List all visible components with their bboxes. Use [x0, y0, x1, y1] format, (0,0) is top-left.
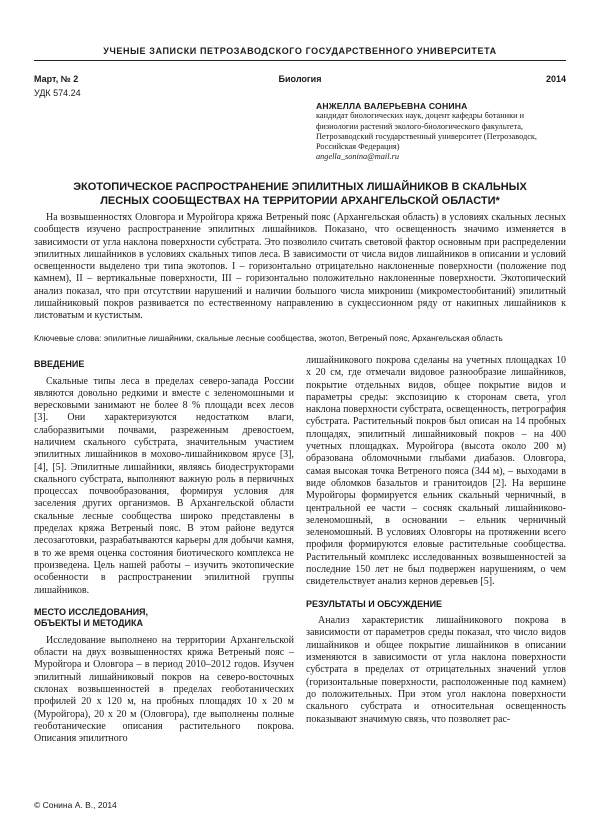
methods-heading-line-2: ОБЪЕКТЫ И МЕТОДИКА: [34, 618, 143, 629]
copyright-notice: © Сонина А. В., 2014: [34, 800, 117, 810]
article-title: ЭКОТОПИЧЕСКОЕ РАСПРОСТРАНЕНИЕ ЭПИЛИТНЫХ ЛИШАЙНИКОВ В СКАЛЬНЫХ ЛЕСНЫХ СООБЩЕСТВАХ НА ТЕРРИТОРИИ АРХАНГЕЛЬСКОЙ ОБЛАСТИ*: [73, 181, 527, 207]
journal-title: УЧЕНЫЕ ЗАПИСКИ ПЕТРОЗАВОДСКОГО ГОСУДАРСТВЕННОГО УНИВЕРСИТЕТА: [103, 46, 497, 56]
intro-heading: ВВЕДЕНИЕ: [34, 359, 85, 369]
author-email[interactable]: angella_sonina@mail.ru: [316, 152, 399, 162]
author-affiliation: кандидат биологических наук, доцент кафедры ботаники и физиологии растений эколого-биологического факультета, Петрозаводский государственный университет (Петрозаводск, Российская Федерация): [316, 111, 538, 152]
header-divider: [34, 60, 566, 61]
methods-heading: [34, 607, 294, 630]
right-column: [306, 355, 566, 726]
intro-paragraph: Скальные типы леса в пределах северо-запада России являются довольно редкими и вместе с зеленомошными и вересковыми занимают не более 8 % площади всех лесов [3]. Они характеризуются недостатком влаги, слаборазвитыми почвами, разреженным древостоем, наличием скального субстрата, значительным участием эпилитных лишайников в мохово-лишайниковом ярусе [3], [4], [5]. Эпилитные лишайники, являясь биодеструкторами скального субстрата, выполняют важную роль в первичных процессах почвообразования, формируя условия для заселения других организмов. В Архангельской области скальные лесные сообщества широко представлены в пределах кряжа Ветреный пояс. В этом районе ведутся лесозаготовки, разрабатываются карьеры для добычи камня, в то же время оценка состояния биотического комплекса не произведена. Цель нашей работы – изучить экотопические особенности в распространении эпилитной группы лишайников.: [34, 375, 294, 596]
issue-meta-row: [34, 74, 566, 86]
methods-heading-line-1: МЕСТО ИССЛЕДОВАНИЯ,: [34, 606, 149, 617]
udc-code: УДК 574.24: [34, 88, 81, 98]
left-column: [34, 355, 294, 746]
results-paragraph: Анализ характеристик лишайникового покрова в зависимости от параметров среды показал, что число видов лишайников и общее покрытие лишайников в описании изменяются в зависимости от угла наклона поверхности субстрата в пределах от отрицательных значений углов (горизонтальные поверхности, расположенные под камнем) до положительных. При этом угол наклона поверхности скального субстрата и относительная освещенность показывают значимую связь, что позволяет рас-: [306, 615, 566, 725]
issue-number: Март, № 2: [34, 74, 79, 84]
keywords: Ключевые слова: эпилитные лишайники, скальные лесные сообщества, экотоп, Ветреный пояс, Архангельская область: [34, 333, 503, 343]
abstract: На возвышенностях Оловгора и Муройгора кряжа Ветреный пояс (Архангельская область) в условиях скальных лесных сообществ изучено распространение эпилитных лишайников. Показано, что освещенность значимо изменяется в зависимости от угла наклона поверхности субстрата. Это позволило считать световой фактор основным при распределении эпилитных лишайников в условиях скальных типов леса. В зависимости от числа видов лишайников в описании и условий освещенности выделено три типа экотопов. I – горизонтально отрицательно наклоненные поверхности (положение под камнем), II – вертикальные поверхности, III – горизонтально положительно наклоненные поверхности. Экотопический анализ показал, что при отсутствии нарушений и наличии большого числа микрониш (микроместообитаний) эпилитный лишайниковый покров развивается по естественному направлению в сукцессионном ряду от накипных лишайников к листоватым и кустистым.: [34, 212, 566, 322]
issue-year: 2014: [545, 74, 566, 84]
methods-paragraph: Исследование выполнено на территории Архангельской области на двух возвышенностях кряжа Ветреный пояс – Муройгора и Оловгора – в период 2010–2012 годов. Изучен эпилитный лишайниковый покров на северо-восточных склонах возвышенностей в пределах геоботанических профилей 20 х 120 м, на пробных площадях 10 х 20 м (Муройгора), 20 х 20 м (Оловгора), где выполнены полные геоботанические описания растительного покрова. Описания эпилитного: [34, 634, 294, 745]
section-name: Биология: [278, 74, 322, 84]
results-heading: РЕЗУЛЬТАТЫ И ОБСУЖДЕНИЕ: [306, 598, 443, 609]
author-name: АНЖЕЛЛА ВАЛЕРЬЕВНА СОНИНА: [316, 101, 468, 111]
author-block: [316, 101, 566, 163]
article-page: [34, 0, 566, 820]
methods-paragraph-continued: лишайникового покрова сделаны на учетных площадках 10 х 20 см, где отмечали видовое разнообразие лишайников, покрытие отдельных видов, общее покрытие видов и параметры среды: экспозицию к сторонам света, угол наклона поверхности субстрата, освещенность, петрография субстрата. Растительный покров был описан на 14 пробных площадях, эпилитный лишайниковый покров – на 400 учетных площадках. Муройгора (высота около 200 м) образована обломочными глыбами диабазов. Оловгора, самая высокая точка Ветреного пояса (344 м), – выходами в виде обломков базальтов и гранитоидов [2]. На вершине Муройгоры формируется ельник скальный черничный, в центральной ее части – сосняк скальный лишайниково-зеленомошный, в основании – ельник черничный зеленомошный. В условиях Оловгоры на протяжении всего профиля формируются еловые растительные сообщества. Растительный комплекс исследованных возвышенностей за последние 150 лет не был подвержен нарушениям, о чем свидетельствует анализ кернов деревьев [5].: [306, 355, 566, 588]
